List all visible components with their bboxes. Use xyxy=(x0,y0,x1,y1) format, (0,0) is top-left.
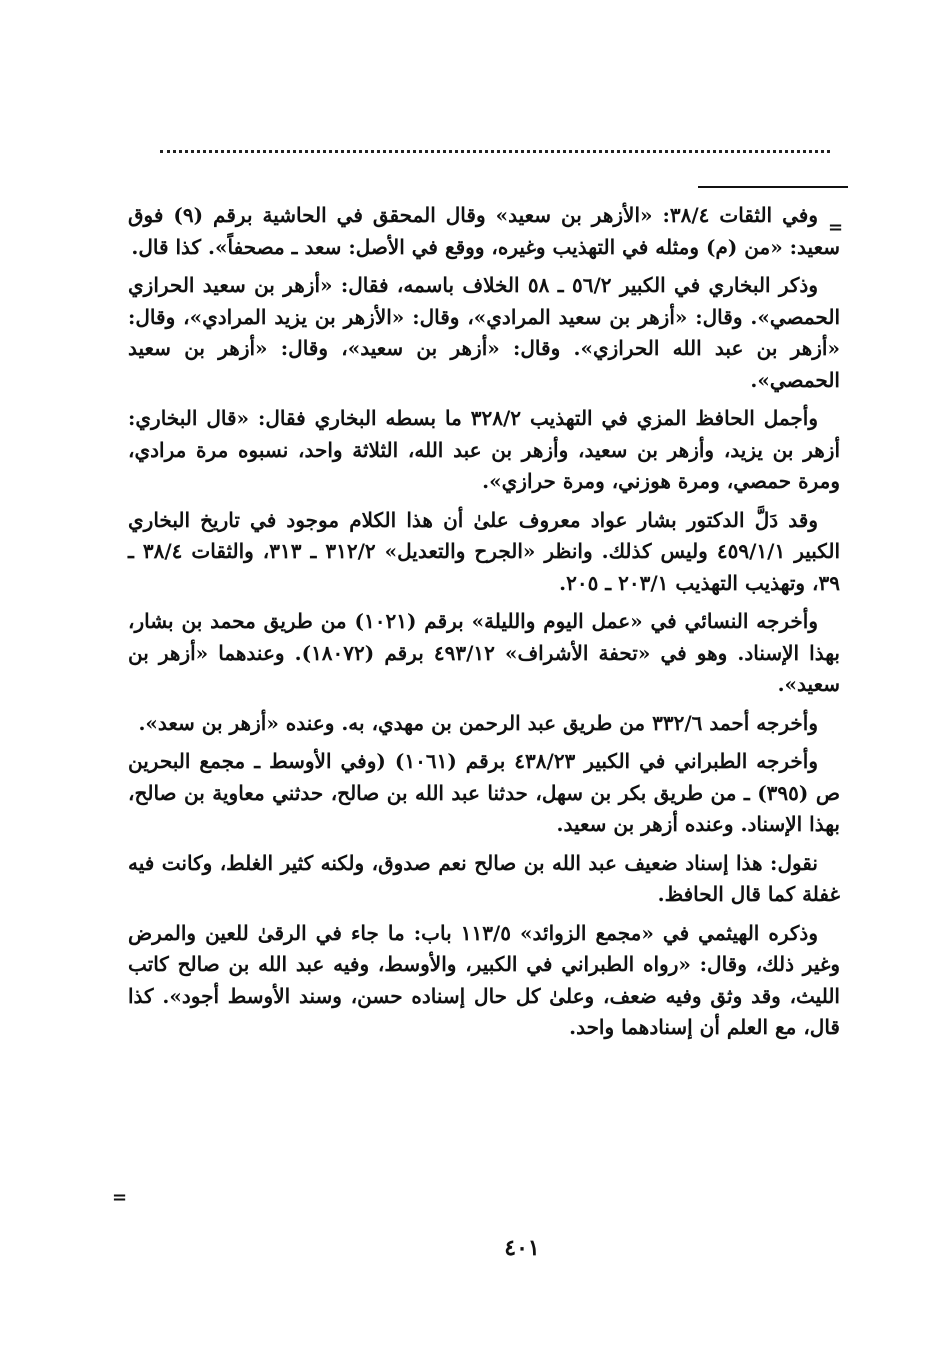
paragraph: وأخرجه أحمد ٣٣٢/٦ من طريق عبد الرحمن بن مهدي، به. وعنده «أزهر بن سعد». xyxy=(138,710,818,735)
paragraph: وأخرجه الطبراني في الكبير ٤٣٨/٢٣ برقم (١٠٦١) (وفي الأوسط ـ مجمع البحرين ص (٣٩٥) ـ من طريق بكر بن سهل، حدثنا عبد الله بن صالح، حدثني معاوية بن صالح، بهذا الإسناد. وعنده أزهر بن سعيد. xyxy=(128,749,840,836)
footnote-text xyxy=(128,200,840,1051)
paragraph: وفي الثقات ٣٨/٤: «الأزهر بن سعيد» وقال المحقق في الحاشية برقم (٩) فوق سعيد: «من (م) ومثله في التهذيب وغيره، ووقع في الأصل: سعد ـ مصحفاً». كذا قال. xyxy=(128,203,840,259)
paragraph: وأخرجه النسائي في «عمل اليوم والليلة» برقم (١٠٢١) من طريق محمد بن بشار، بهذا الإسناد. وهو في «تحفة الأشراف» ٤٩٣/١٢ برقم (١٨٠٧٢). وعندهما «أزهر بن سعيد». xyxy=(128,609,840,696)
paragraph: وقد دَلَّ الدكتور بشار عواد معروف علىٰ أن هذا الكلام موجود في تاريخ البخاري الكبير ٤٥٩/١/١ وليس كذلك. وانظر «الجرح والتعديل» ٣١٢/٢ ـ ٣١٣، والثقات ٣٨/٤ ـ ٣٩، وتهذيب التهذيب ٢٠٣/١ ـ ٢٠٥. xyxy=(128,507,840,595)
page-number: ٤٠١ xyxy=(504,1235,540,1261)
continuation-mark-top: = xyxy=(828,217,844,238)
footnote-rule xyxy=(698,186,848,188)
paragraph: وأجمل الحافظ المزي في التهذيب ٣٢٨/٢ ما بسطه البخاري فقال: «قال البخاري: أزهر بن يزيد، وأزهر بن سعيد، وأزهر بن عبد الله، الثلاثة واحد، نسبوه مرة مرادي، ومرة حمصي، ومرة هوزني، ومرة حرازي». xyxy=(128,406,840,493)
dotted-separator xyxy=(160,150,830,153)
continuation-mark-bottom: = xyxy=(112,1187,128,1208)
paragraph: وذكره الهيثمي في «مجمع الزوائد» ١١٣/٥ باب: ما جاء في الرقىٰ للعين والمرض وغير ذلك، وقال: «رواه الطبراني في الكبير، والأوسط، وفيه عبد الله بن صالح كاتب الليث، وقد وثق وفيه ضعف، وعلىٰ كل حال إسناده حسن، وسند الأوسط أجود». كذا قال، مع العلم أن إسنادهما واحد. xyxy=(128,920,840,1039)
paragraph: وذكر البخاري في الكبير ٥٦/٢ ـ ٥٨ الخلاف باسمه، فقال: «أزهر بن سعيد الحرازي الحمصي». وقال: «أزهر بن سعيد المرادي»، وقال: «الأزهر بن يزيد المرادي»، وقال: «أزهر بن عبد الله الحرازي». وقال: «أزهر بن سعيد»، وقال: «أزهر بن سعيد الحمصي». xyxy=(128,273,840,392)
paragraph: نقول: هذا إسناد ضعيف عبد الله بن صالح نعم صدوق، ولكنه كثير الغلط، وكانت فيه غفلة كما قال الحافظ. xyxy=(128,850,840,906)
